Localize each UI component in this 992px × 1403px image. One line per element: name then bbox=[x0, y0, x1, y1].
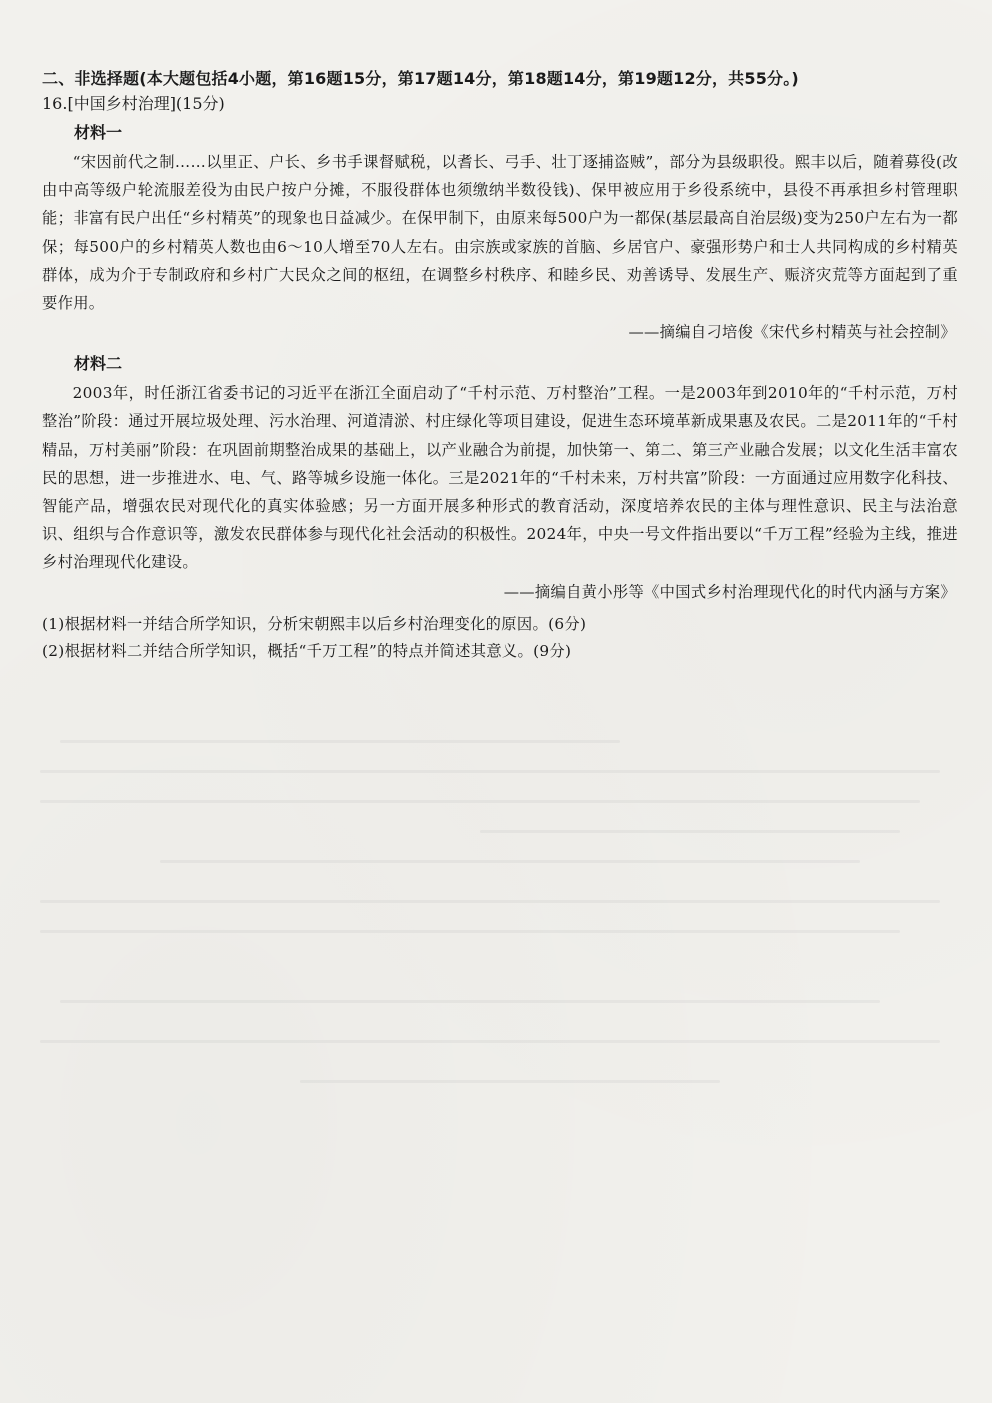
show-through-texture bbox=[0, 700, 992, 1403]
sub-questions bbox=[42, 611, 958, 665]
material-two-title: 材料二 bbox=[74, 354, 123, 374]
material-one-title: 材料一 bbox=[74, 123, 123, 142]
section-header: 二、非选择题(本大题包括4小题，第16题15分，第17题14分，第18题14分，第19题12分，共55分。) bbox=[42, 69, 799, 88]
material-one-body: “宋因前代之制……以里正、户长、乡书手课督赋税，以耆长、弓手、壮丁逐捕盗贼”，部分为县级职役。熙丰以后，随着募役(改由中高等级户轮流服差役为由民户按户分摊，不服役群体也须缴纳半数役钱)、保甲被应用于乡役系统中，县役不再承担乡村管理职能；非富有民户出任“乡村精英”的现象也日益减少。在保甲制下，由原来每500户为一都保(基层最高自治层级)变为250户左右为一都保；每500户的乡村精英人数也由6～10人增至70人左右。由宗族或家族的首脑、乡居官户、豪强形势户和士人共同构成的乡村精英群体，成为介于专制政府和乡村广大民众之间的枢纽，在调整乡村秩序、和睦乡民、劝善诱导、发展生产、赈济灾荒等方面起到了重要作用。 bbox=[42, 153, 958, 313]
material-two-source: ——摘编自黄小彤等《中国式乡村治理现代化的时代内涵与方案》 bbox=[503, 582, 956, 601]
material-one-source: ——摘编自刁培俊《宋代乡村精英与社会控制》 bbox=[628, 323, 956, 342]
sub-question-2: (2)根据材料二并结合所学知识，概括“千万工程”的特点并简述其意义。(9分) bbox=[42, 641, 572, 660]
sub-question-1: (1)根据材料一并结合所学知识，分析宋朝熙丰以后乡村治理变化的原因。(6分) bbox=[42, 614, 587, 633]
question-title: 16.[中国乡村治理](15分) bbox=[42, 94, 225, 113]
material-two-body: 2003年，时任浙江省委书记的习近平在浙江全面启动了“千村示范、万村整治”工程。一是2003年到2010年的“千村示范，万村整治”阶段：通过开展垃圾处理、污水治理、河道清淤、村庄绿化等项目建设，促进生态环境革新成果惠及农民。二是2011年的“千村精品，万村美丽”阶段：在巩固前期整治成果的基础上，以产业融合为前提，加快第一、第二、第三产业融合发展；以文化生活丰富农民的思想，进一步推进水、电、气、路等城乡设施一体化。三是2021年的“千村未来，万村共富”阶段：一方面通过应用数字化科技、智能产品，增强农民对现代化的真实体验感；另一方面开展多种形式的教育活动，深度培养农民的主体与理性意识、民主与法治意识、组织与合作意识等，激发农民群体参与现代化社会活动的积极性。2024年，中央一号文件指出要以“千万工程”经验为主线，推进乡村治理现代化建设。 bbox=[42, 384, 958, 572]
